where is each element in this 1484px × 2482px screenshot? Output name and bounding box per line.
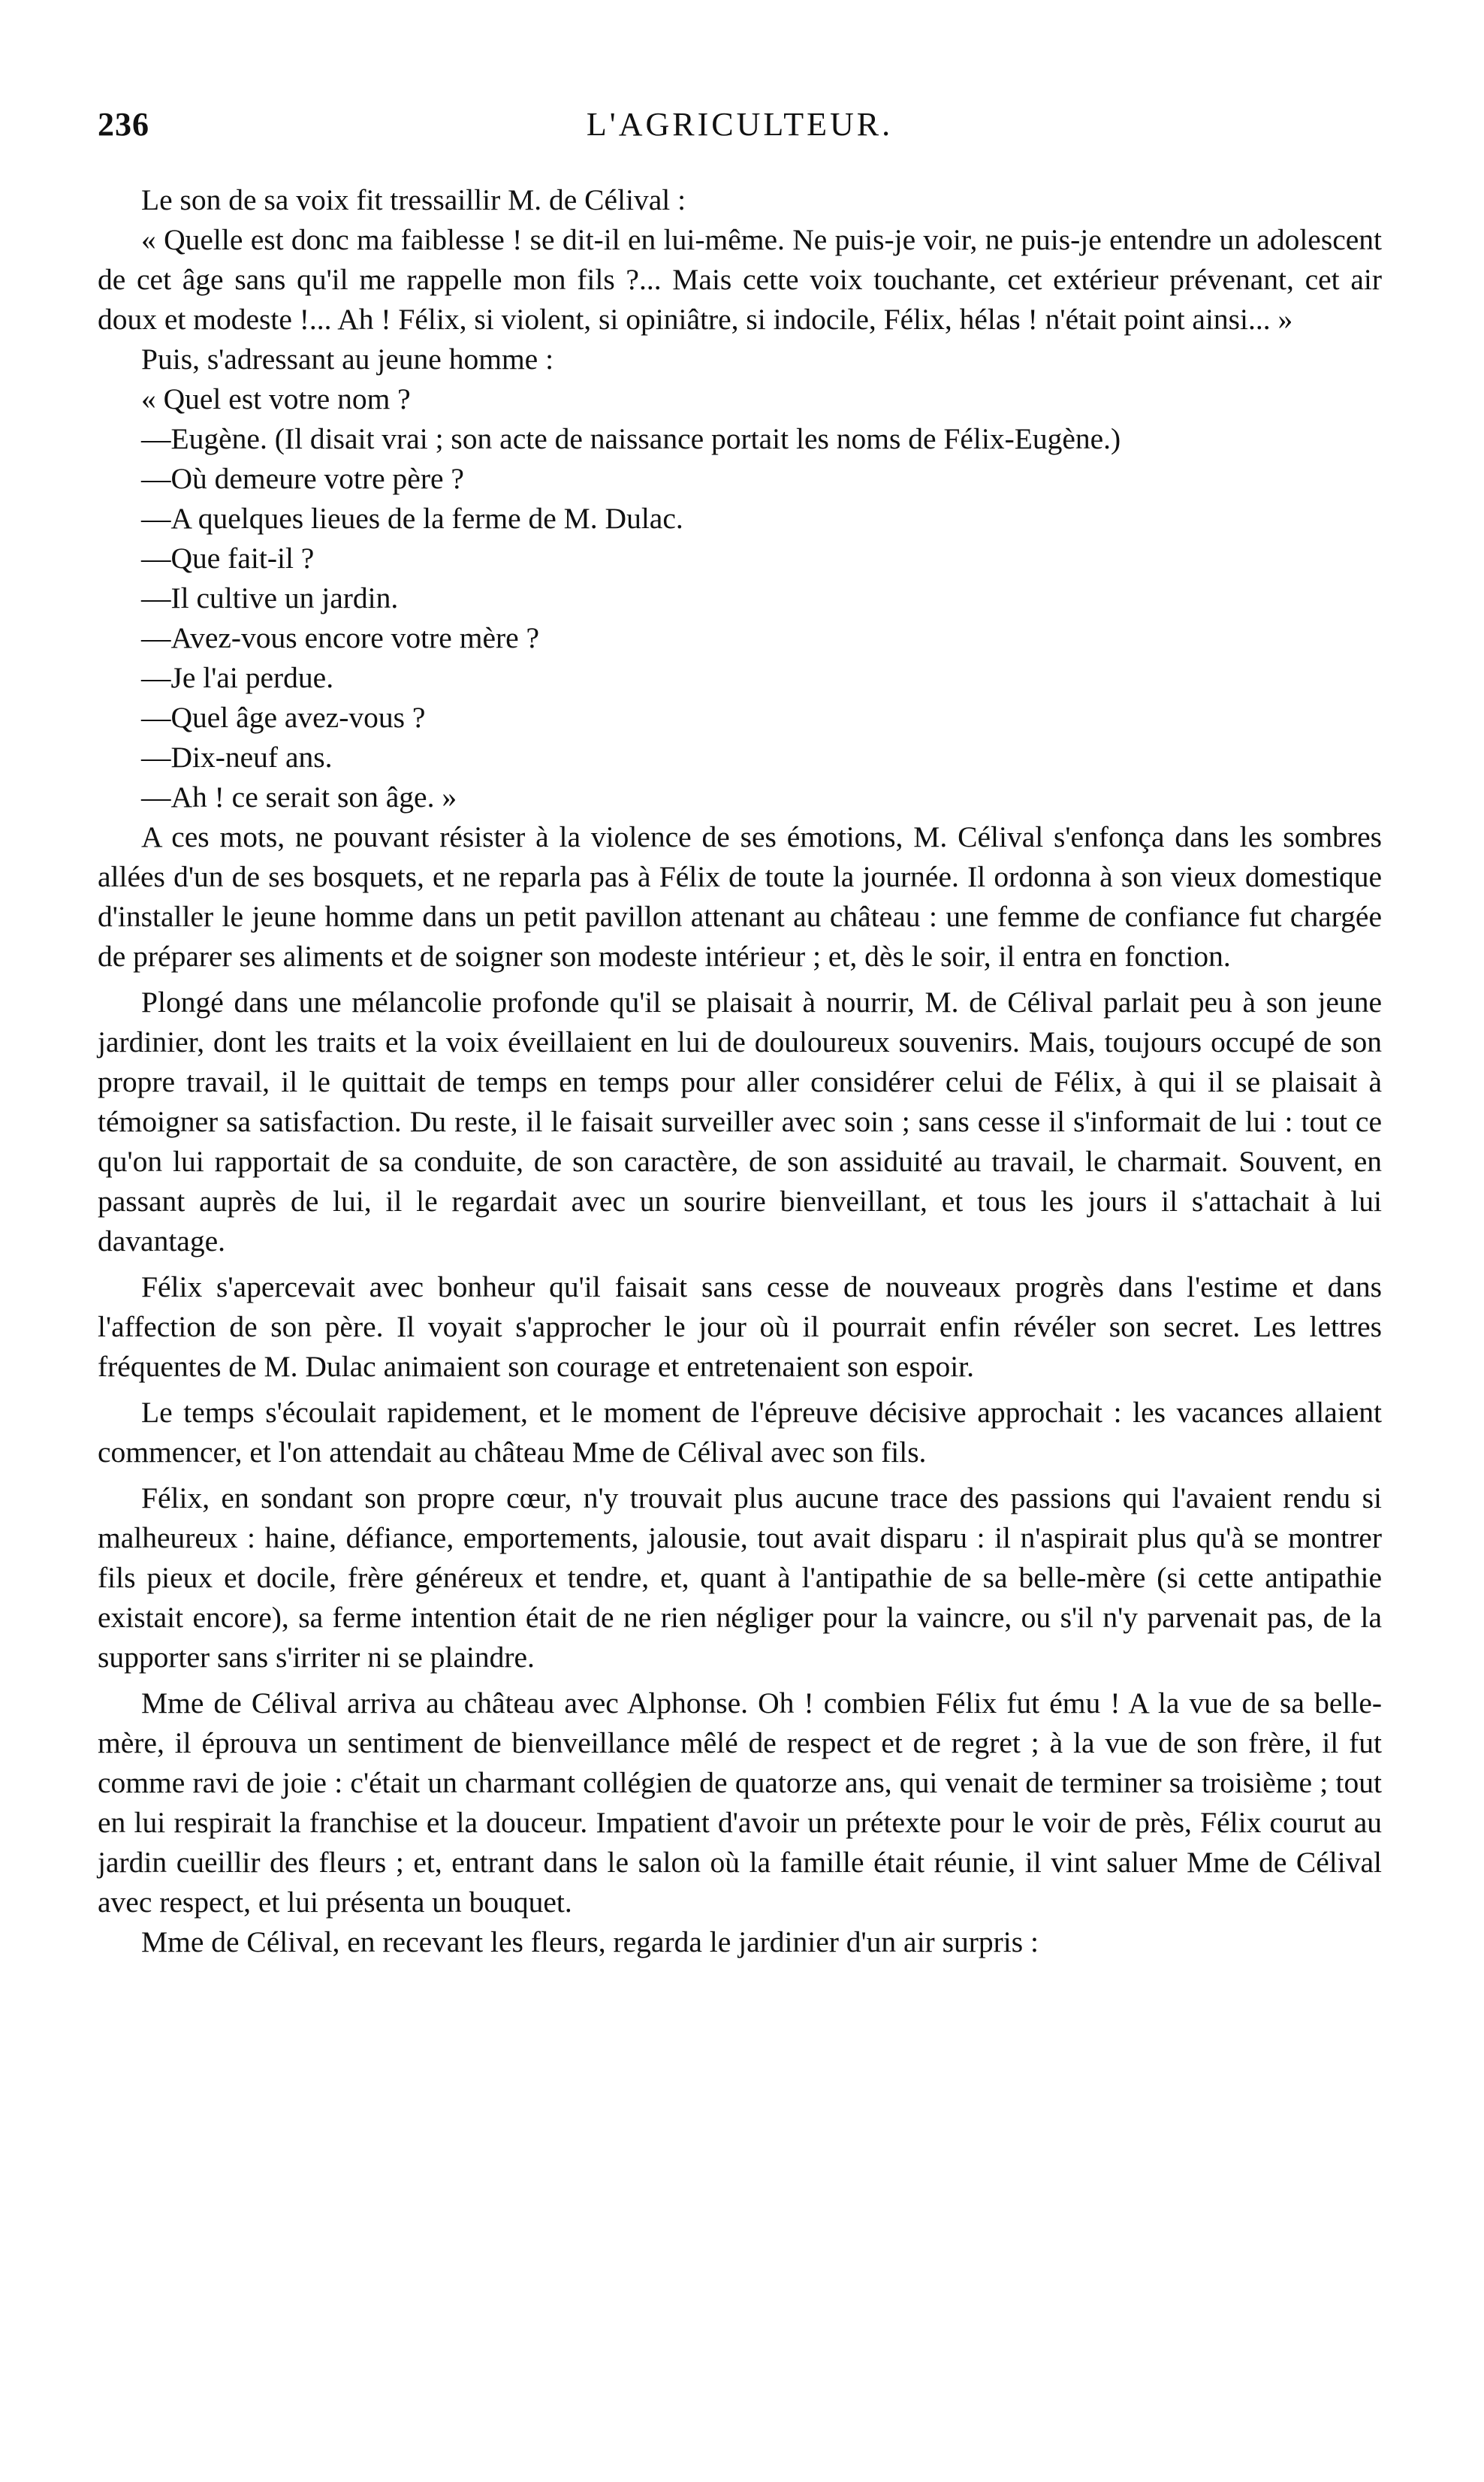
- paragraph-2: « Quelle est donc ma faiblesse ! se dit-il en lui-même. Ne puis-je voir, ne puis-je entendre un adolescent de cet âge sans qu'il me rappelle mon fils ?... Mais cette voix touchante, cet extérieur prévenant, cet air doux et modeste !... Ah ! Félix, si violent, si opiniâtre, si indocile, Félix, hélas ! n'était point ainsi... »: [98, 223, 1382, 336]
- page-number: 236: [98, 106, 149, 143]
- dialogue-line-10: —Dix-neuf ans.: [141, 741, 333, 774]
- dialogue-line-7: —Avez-vous encore votre mère ?: [141, 621, 540, 654]
- paragraph-4: A ces mots, ne pouvant résister à la violence de ses émotions, M. Célival s'enfonça dans les sombres allées d'un de ses bosquets, et ne reparla pas à Félix de toute la journée. Il ordonna à son vieux domestique d'installer le jeune homme dans un petit pavillon attenant au château : une femme de confiance fut chargée de préparer ses aliments et de soigner son modeste intérieur ; et, dès le soir, il entra en fonction.: [98, 820, 1382, 973]
- paragraph-10: Mme de Célival, en recevant les fleurs, regarda le jardinier d'un air surpris :: [141, 1925, 1039, 1958]
- dialogue-line-8: —Je l'ai perdue.: [141, 661, 334, 694]
- paragraph-8: Félix, en sondant son propre cœur, n'y trouvait plus aucune trace des passions qui l'avaient rendu si malheureux : haine, défiance, emportements, jalousie, tout avait disparu : il n'aspirait plus qu'à se montrer fils pieux et docile, frère généreux et tendre, et, quant à l'antipathie de sa belle-mère (si cette antipathie existait encore), sa ferme intention était de ne rien négliger pour la vaincre, ou s'il n'y parvenait pas, de la supporter sans s'irriter ni se plaindre.: [98, 1481, 1382, 1674]
- dialogue-line-6: —Il cultive un jardin.: [141, 581, 399, 614]
- dialogue-line-2: —Eugène. (Il disait vrai ; son acte de naissance portait les noms de Félix-Eugène.): [141, 422, 1121, 455]
- paragraph-3: Puis, s'adressant au jeune homme :: [141, 343, 554, 376]
- dialogue-line-11: —Ah ! ce serait son âge. »: [141, 781, 457, 814]
- dialogue-line-5: —Que fait-il ?: [141, 542, 315, 575]
- dialogue-line-3: —Où demeure votre père ?: [141, 462, 464, 495]
- paragraph-5: Plongé dans une mélancolie profonde qu'il se plaisait à nourrir, M. de Célival parlait peu à son jeune jardinier, dont les traits et la voix éveillaient en lui de douloureux souvenirs. Mais, toujours occupé de son propre travail, il le quittait de temps en temps pour aller considérer celui de Félix, à qui il se plaisait à témoigner sa satisfaction. Du reste, il le faisait surveiller avec soin ; sans cesse il s'informait de lui : tout ce qu'on lui rapportait de sa conduite, de son caractère, de son assiduité au travail, le charmait. Souvent, en passant auprès de lui, il le regardait avec un sourire bienveillant, et tous les jours il s'attachait à lui davantage.: [98, 986, 1382, 1258]
- paragraph-9: Mme de Célival arriva au château avec Alphonse. Oh ! combien Félix fut ému ! A la vue de sa belle-mère, il éprouva un sentiment de bienveillance mêlé de respect et de regret ; à la vue de son frère, il fut comme ravi de joie : c'était un charmant collégien de quatorze ans, qui venait de terminer sa troisième ; tout en lui respirait la franchise et la douceur. Impatient d'avoir un prétexte pour le voir de près, Félix courut au jardin cueillir des fleurs ; et, entrant dans le salon où la famille était réunie, il vint saluer Mme de Célival avec respect, et lui présenta un bouquet.: [98, 1686, 1382, 1919]
- paragraph-6: Félix s'apercevait avec bonheur qu'il faisait sans cesse de nouveaux progrès dans l'estime et dans l'affection de son père. Il voyait s'approcher le jour où il pourrait enfin révéler son secret. Les lettres fréquentes de M. Dulac animaient son courage et entretenaient son espoir.: [98, 1270, 1382, 1383]
- paragraph-7: Le temps s'écoulait rapidement, et le moment de l'épreuve décisive approchait : les vacances allaient commencer, et l'on attendait au château Mme de Célival avec son fils.: [98, 1396, 1382, 1469]
- paragraph-1: Le son de sa voix fit tressaillir M. de Célival :: [141, 183, 686, 216]
- running-title: L'AGRICULTEUR.: [586, 106, 894, 143]
- dialogue-line-1: « Quel est votre nom ?: [141, 382, 411, 415]
- dialogue-line-9: —Quel âge avez-vous ?: [141, 701, 426, 734]
- page-header: [98, 105, 1382, 158]
- dialogue-line-4: —A quelques lieues de la ferme de M. Dulac.: [141, 502, 683, 535]
- page-body: [98, 180, 1382, 1962]
